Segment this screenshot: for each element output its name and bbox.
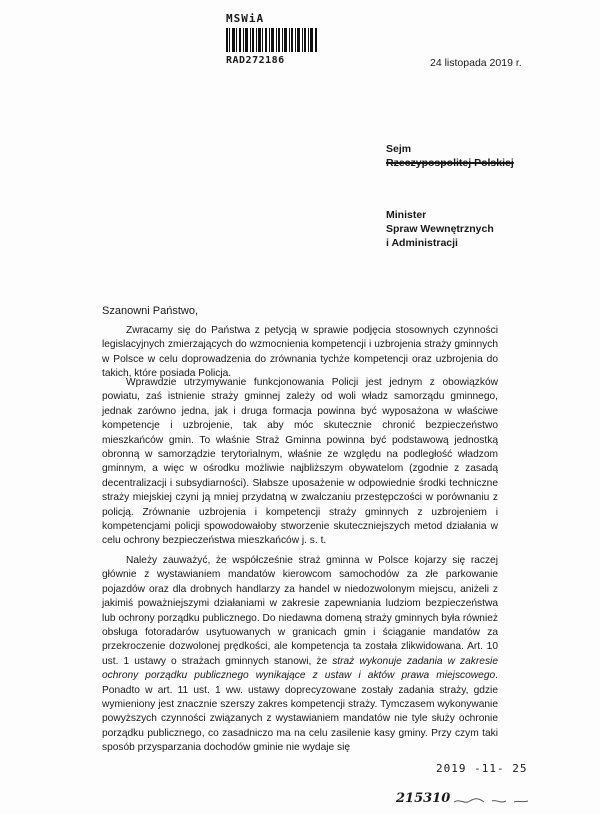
recipient-minister-line1: Minister (386, 209, 427, 221)
greeting: Szanowni Państwo, (102, 305, 198, 317)
paragraph-1: Zwracamy się do Państwa z petycją w sprawie podjęcia stosownych czynności legislacyjnych zmierzających do wzmocnienia kompetencji i uzbrojenia straży gminnych w Polsce w celu doprowadzenia do zrównania tychże kompetencji oraz uzbrojenia do takich, które posiada Policja. (102, 325, 498, 380)
recipient-minister (386, 208, 494, 250)
handwritten-scribble (452, 796, 532, 806)
recipient-sejm (386, 142, 514, 170)
paragraph-3-quote: straż wykonuje zadania w zakresie ochrony porządku publicznego wynikające z ustaw i aktów prawa miejscowego (102, 655, 498, 682)
paragraph-2: Wprawdzie utrzymywanie funkcjonowania Policji jest jednym z obowiązków powiatu, zaś istnienie straży gminnej zależy od woli władz samorządu gminnego, jednak zarówno jedna, jak i druga formacja powinna być wyposażona w właściwe kompetencje i uzbrojenie, tak aby móc skutecznie chronić bezpieczeństwo mieszkańców gmin. To właśnie Straż Gminna powinna być podstawową jednostką obronną w samorządzie terytorialnym, właśnie ze względu na podległość władzom gminnym, a więc w ośrodku możliwie najbliższym obywatelom (zgodnie z zasadą decentralizacji i subsydiarności). Słabsze uposażenie w odpowiednie środki techniczne straży miejskiej czyni ją mniej przydatną w zwalczaniu przestępczości w porównaniu z policją. Zrównanie uzbrojenia i kompetencji straży gminnych z uzbrojeniem i kompetencjami policji spowodowałoby stworzenie skuteczniejszych metod działania w celu ochrony bezpieczeństwa mieszkańców j. s. t. (102, 377, 498, 547)
barcode-number: RAD272186 (226, 55, 285, 66)
letter-date: 24 listopada 2019 r. (430, 57, 522, 69)
recipient-sejm-line1: Sejm (386, 143, 412, 155)
paragraph-3-part-a: Należy zauważyć, że współcześnie straż gminna w Polsce kojarzy się raczej głównie z wystawianiem mandatów kierowcom samochodów za złe parkowanie pojazdów oraz dla drobnych handlarzy za handel w niedozwolonym miejscu, aniżeli z jakimiś poważniejszymi działaniami w zakresie zapewniania ludziom bezpieczeństwa lub ochrony porządku publicznego. Do niedawna domeną straży gminnych była również obsługa fotoradarów usytuowanych w granicach gmin i ściąganie mandatów za przekroczenie dozwolonej prędkości, ale kompetencja ta została zlikwidowana. Art. 10 ust. 1 ustawy o strażach gminnych stanowi, że (102, 555, 498, 667)
barcode-image (226, 28, 318, 52)
received-date-stamp: 2019 -11- 25 (436, 762, 528, 775)
recipient-minister-line2: Spraw Wewnętrznych (386, 223, 494, 235)
paragraph-3 (102, 554, 498, 756)
recipient-minister-line3: i Administracji (386, 237, 458, 249)
handwritten-number: 215310 (396, 791, 451, 806)
office-stamp-code: MSWiA (226, 12, 265, 25)
paragraph-3-part-b: . Ponadto w art. 11 ust. 1 ww. ustawy doprecyzowane zostały zadania straży, gdzie wymieniony jest znacznie szerszy zakres kompetencji straży. Tymczasem wykonywanie powyższych czynności związanych z wystawianiem mandatów nie tyle służy ochronie porządku publicznego, co zasadniczo ma na celu zasilenie kasy gminy. Przy czym taki sposób przysparzania dochodów gminie nie wydaje się (102, 670, 498, 754)
recipient-sejm-line2: Rzeczypospolitej Polskiej (386, 157, 514, 169)
